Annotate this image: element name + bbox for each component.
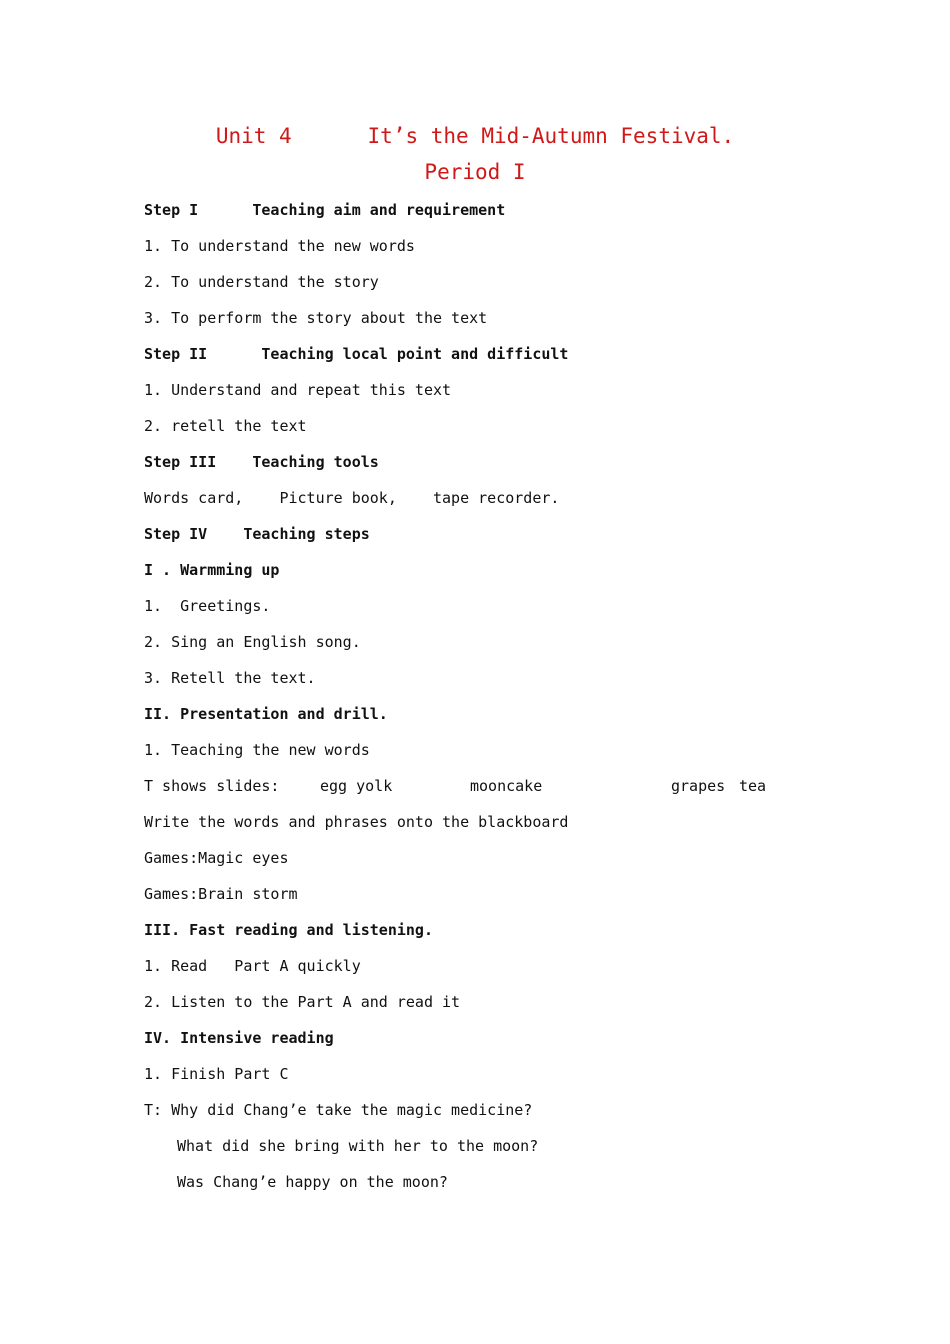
fast-reading-item-1: 1. Read Part A quickly — [144, 957, 361, 975]
question-1: T: Why did Chang’e take the magic medicine? — [144, 1101, 533, 1119]
slide-word-grapes: grapes — [671, 777, 726, 795]
slide-word-mooncake: mooncake — [470, 777, 543, 795]
warmup-heading: I . Warmming up — [144, 561, 280, 579]
warmup-item-2: 2. Sing an English song. — [144, 633, 361, 651]
fast-reading-item-2: 2. Listen to the Part A and read it — [144, 993, 461, 1011]
step2-heading: Step II Teaching local point and difficult — [144, 345, 569, 363]
fast-reading-heading: III. Fast reading and listening. — [144, 921, 433, 939]
step1-heading: Step I Teaching aim and requirement — [144, 201, 506, 219]
warmup-item-1: 1. Greetings. — [144, 597, 271, 615]
step2-item-1: 1. Understand and repeat this text — [144, 381, 452, 399]
warmup-item-3: 3. Retell the text. — [144, 669, 316, 687]
slides-line — [144, 776, 784, 796]
question-2: What did she bring with her to the moon? — [177, 1137, 539, 1155]
slides-label: T shows slides: — [144, 777, 280, 795]
document-title: Unit 4 It’s the Mid-Autumn Festival. — [215, 124, 735, 148]
slide-word-tea: tea — [739, 777, 767, 795]
step3-heading: Step III Teaching tools — [144, 453, 379, 471]
slide-word-egg-yolk: egg yolk — [320, 777, 393, 795]
presentation-item-1: 1. Teaching the new words — [144, 741, 370, 759]
intensive-item-1: 1. Finish Part C — [144, 1065, 289, 1083]
write-words-line: Write the words and phrases onto the blackboard — [144, 813, 569, 831]
step1-item-3: 3. To perform the story about the text — [144, 309, 488, 327]
step1-item-1: 1. To understand the new words — [144, 237, 415, 255]
step1-item-2: 2. To understand the story — [144, 273, 379, 291]
game-brain-storm: Games:Brain storm — [144, 885, 298, 903]
step4-heading: Step IV Teaching steps — [144, 525, 370, 543]
intensive-heading: IV. Intensive reading — [144, 1029, 334, 1047]
step3-tools: Words card, Picture book, tape recorder. — [144, 489, 560, 507]
question-3: Was Chang’e happy on the moon? — [177, 1173, 448, 1191]
game-magic-eyes: Games:Magic eyes — [144, 849, 289, 867]
step2-item-2: 2. retell the text — [144, 417, 307, 435]
presentation-heading: II. Presentation and drill. — [144, 705, 388, 723]
document-subtitle: Period I — [424, 160, 526, 184]
